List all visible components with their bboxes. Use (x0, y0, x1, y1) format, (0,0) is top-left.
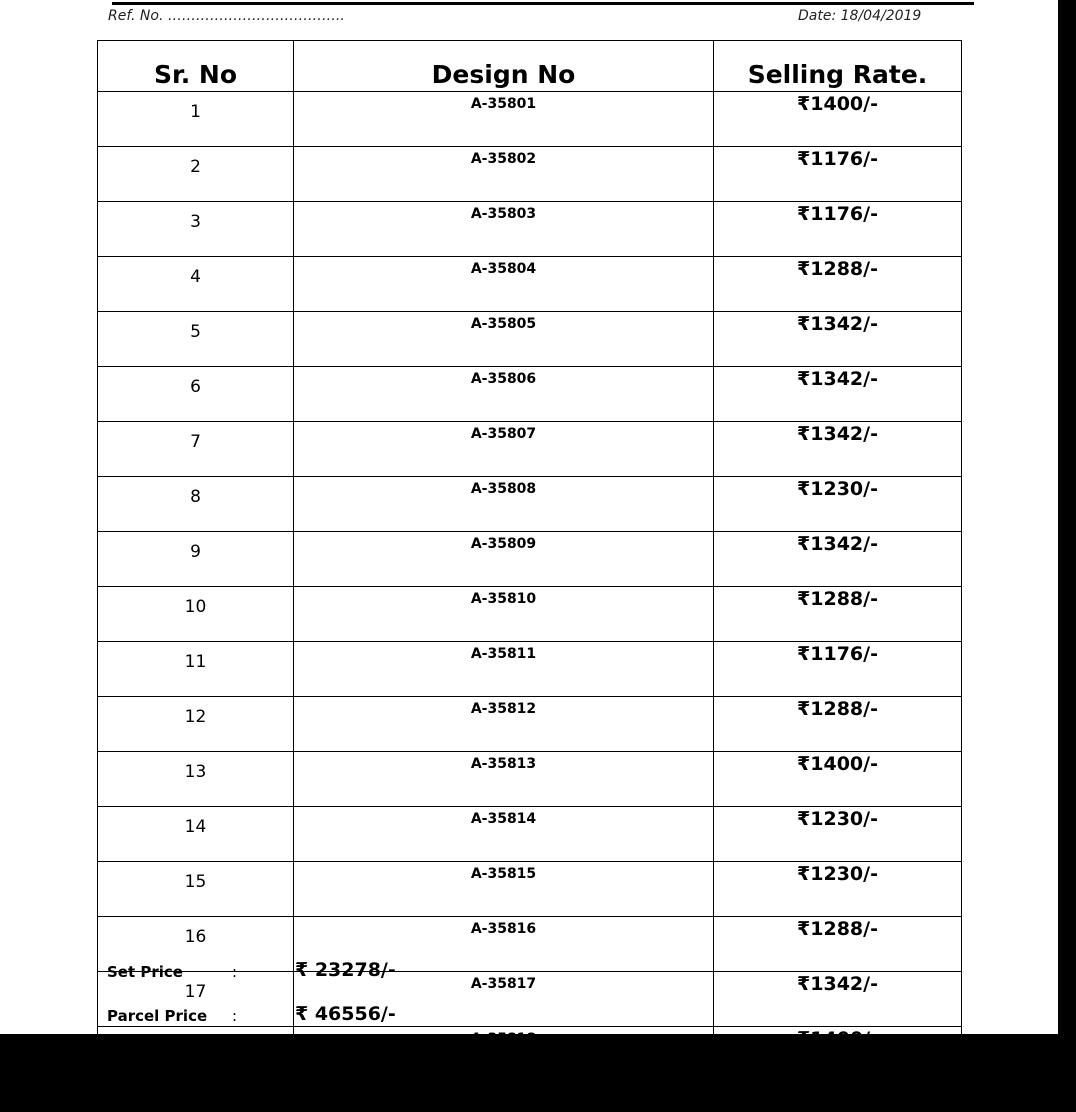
selling-rate-cell: ₹1176/- (714, 642, 962, 697)
design-no-cell: A-35818 (294, 1027, 714, 1082)
column-header-selling-rate: Selling Rate. (714, 41, 962, 92)
table-row (98, 862, 962, 917)
average-empty-cell (98, 1082, 294, 1112)
design-no-cell: A-35815 (294, 862, 714, 917)
design-no-cell: A-35806 (294, 367, 714, 422)
sr-no-cell: 9 (98, 532, 294, 587)
average-label: Average Selling Rate (294, 1082, 714, 1112)
selling-rate-table (97, 40, 962, 1112)
sr-no-cell: 12 (98, 697, 294, 752)
average-value: ₹1293/- (714, 1082, 962, 1112)
sr-no-cell: 5 (98, 312, 294, 367)
table-row (98, 202, 962, 257)
sr-no-cell: 14 (98, 807, 294, 862)
sr-no-cell: 15 (98, 862, 294, 917)
set-price-label: Set Price (107, 963, 183, 981)
set-price-separator: : (232, 963, 238, 981)
selling-rate-cell: ₹1400/- (714, 92, 962, 147)
table-row (98, 422, 962, 477)
table-row (98, 147, 962, 202)
selling-rate-cell: ₹1230/- (714, 862, 962, 917)
table-header-row (98, 41, 962, 92)
table-row (98, 257, 962, 312)
selling-rate-cell: ₹1176/- (714, 202, 962, 257)
parcel-price-label: Parcel Price (107, 1007, 208, 1025)
design-no-cell: A-35814 (294, 807, 714, 862)
selling-rate-cell: ₹1288/- (714, 697, 962, 752)
table-row (98, 917, 962, 972)
table-row (98, 1027, 962, 1082)
design-no-cell: A-35811 (294, 642, 714, 697)
ref-number: Ref. No. ……………………………….. (108, 8, 345, 24)
table-row (98, 367, 962, 422)
design-no-cell: A-35816 (294, 917, 714, 972)
selling-rate-cell: ₹1342/- (714, 312, 962, 367)
sr-no-cell: 8 (98, 477, 294, 532)
selling-rate-cell: ₹1288/- (714, 917, 962, 972)
design-no-cell: A-35801 (294, 92, 714, 147)
sr-no-cell: 1 (98, 92, 294, 147)
design-no-cell: A-35813 (294, 752, 714, 807)
sr-no-cell: 6 (98, 367, 294, 422)
selling-rate-cell: ₹1230/- (714, 477, 962, 532)
selling-rate-cell: ₹1288/- (714, 257, 962, 312)
selling-rate-cell: ₹1342/- (714, 422, 962, 477)
selling-rate-cell: ₹1288/- (714, 587, 962, 642)
table-row (98, 312, 962, 367)
design-no-cell: A-35802 (294, 147, 714, 202)
document-date: Date: 18/04/2019 (798, 8, 922, 24)
set-price-value: ₹ 23278/- (295, 959, 396, 981)
design-no-cell: A-35809 (294, 532, 714, 587)
table-body (98, 92, 962, 1112)
table-row (98, 587, 962, 642)
design-no-cell: A-35812 (294, 697, 714, 752)
selling-rate-cell: ₹1400/- (714, 1027, 962, 1082)
design-no-cell: A-35805 (294, 312, 714, 367)
sr-no-cell: 17 (98, 972, 294, 1027)
design-no-cell: A-35817 (294, 972, 714, 1027)
parcel-price-value: ₹ 46556/- (295, 1003, 396, 1025)
sr-no-cell: 11 (98, 642, 294, 697)
column-header-sr-no: Sr. No (98, 41, 294, 92)
sr-no-cell: 7 (98, 422, 294, 477)
table-row (98, 92, 962, 147)
column-header-design-no: Design No (294, 41, 714, 92)
selling-rate-cell: ₹1230/- (714, 807, 962, 862)
sr-no-cell: 3 (98, 202, 294, 257)
average-row (98, 1082, 962, 1112)
table-row (98, 532, 962, 587)
sr-no-cell: 10 (98, 587, 294, 642)
sr-no-cell: 4 (98, 257, 294, 312)
design-no-cell: A-35808 (294, 477, 714, 532)
selling-rate-cell: ₹1176/- (714, 147, 962, 202)
design-no-cell: A-35810 (294, 587, 714, 642)
sr-no-cell: 18 (98, 1027, 294, 1082)
table-row (98, 697, 962, 752)
sr-no-cell: 16 (98, 917, 294, 972)
design-no-cell: A-35803 (294, 202, 714, 257)
selling-rate-cell: ₹1342/- (714, 532, 962, 587)
parcel-price-separator: : (232, 1007, 238, 1025)
top-rule (112, 2, 974, 5)
table-row (98, 642, 962, 697)
design-no-cell: A-35807 (294, 422, 714, 477)
selling-rate-cell: ₹1400/- (714, 752, 962, 807)
table-row (98, 807, 962, 862)
selling-rate-cell: ₹1342/- (714, 972, 962, 1027)
table-row (98, 477, 962, 532)
design-no-cell: A-35804 (294, 257, 714, 312)
selling-rate-cell: ₹1342/- (714, 367, 962, 422)
table-row (98, 752, 962, 807)
table-row (98, 972, 962, 1027)
sr-no-cell: 2 (98, 147, 294, 202)
sr-no-cell: 13 (98, 752, 294, 807)
